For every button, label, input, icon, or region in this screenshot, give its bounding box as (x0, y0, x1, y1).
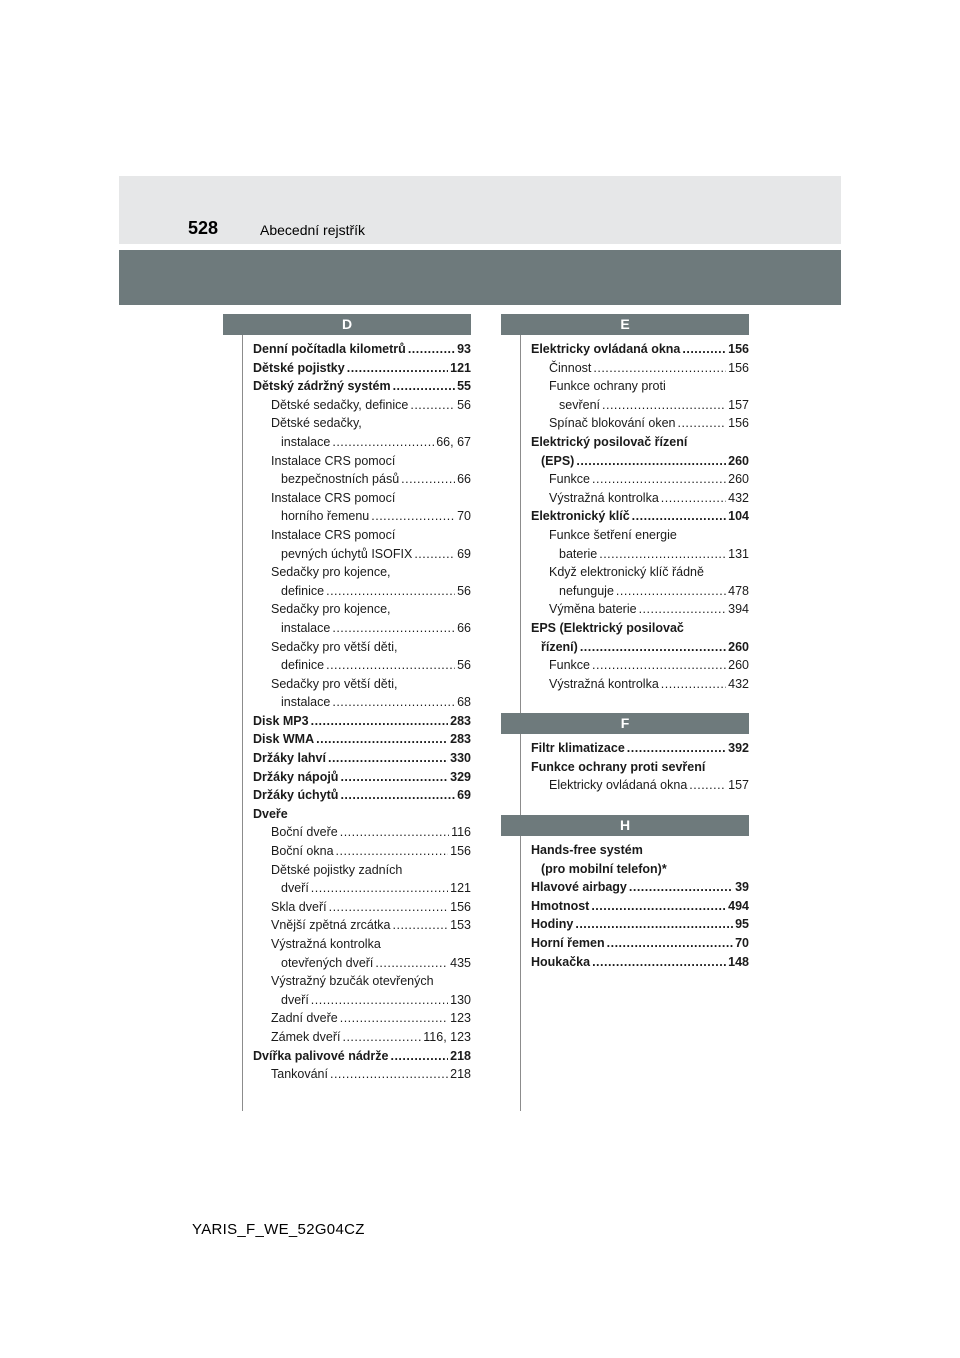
index-entry (531, 638, 749, 657)
leader-dots (329, 898, 449, 917)
leader-dots (311, 712, 449, 731)
index-entry (253, 786, 471, 805)
entry-term: Funkce ochrany proti (549, 379, 666, 394)
leader-dots (342, 1028, 421, 1047)
entry-page: 283 (450, 713, 471, 728)
index-entry (531, 739, 749, 758)
leader-dots (371, 507, 455, 526)
index-entry (531, 489, 749, 508)
entry-term: definice (281, 658, 325, 673)
index-letter-heading: D (223, 314, 471, 335)
entry-page: 68 (457, 695, 471, 710)
index-entry (253, 693, 471, 712)
entry-term: Elektronický klíč (531, 509, 630, 524)
leader-dots (576, 452, 726, 471)
entry-page: 260 (728, 639, 749, 654)
entry-term: (pro mobilní telefon)* (541, 861, 667, 876)
left-column-rule (242, 335, 243, 1111)
index-entry (531, 433, 749, 452)
leader-dots (602, 396, 726, 415)
leader-dots (393, 916, 449, 935)
entry-term: Když elektronický klíč řádně (549, 565, 704, 580)
index-entry (531, 340, 749, 359)
entry-page: 56 (457, 658, 471, 673)
entry-term: Sedačky pro větší děti, (271, 639, 398, 654)
entry-term: Elektricky ovládaná okna (549, 778, 688, 793)
entry-page: 156 (728, 342, 749, 356)
entry-page: 260 (728, 472, 749, 487)
entry-term: Funkce (549, 472, 590, 487)
entry-term: Dveře (253, 806, 288, 821)
index-entry (531, 452, 749, 471)
entry-page: 69 (457, 546, 471, 561)
index-entry (253, 972, 471, 991)
entry-term: Zámek dveří (271, 1029, 341, 1044)
index-entry (531, 953, 749, 972)
index-entry (253, 600, 471, 619)
leader-dots (340, 768, 448, 787)
entry-page: 432 (728, 490, 749, 505)
entry-term: Dětský zádržný systém (253, 379, 391, 394)
entry-term: Výměna baterie (549, 602, 637, 617)
index-entry (531, 619, 749, 638)
entry-term: Držáky úchytů (253, 788, 339, 803)
leader-dots (607, 934, 733, 953)
entry-term: Výstražná kontrolka (271, 937, 381, 951)
entry-page: 104 (728, 509, 749, 524)
entry-page: 130 (450, 992, 471, 1007)
entry-page: 153 (450, 918, 471, 933)
entry-term: Disk MP3 (253, 713, 309, 728)
entry-page: 66, 67 (436, 434, 471, 449)
index-entry (531, 656, 749, 675)
entry-term: Boční okna (271, 844, 334, 859)
leader-dots (390, 1047, 448, 1066)
index-column-left (253, 314, 471, 1084)
index-entry (531, 507, 749, 526)
entry-term: Hodiny (531, 917, 574, 932)
leader-dots (401, 470, 455, 489)
entry-term: Výstražná kontrolka (549, 490, 659, 505)
index-entry (253, 1009, 471, 1028)
leader-dots (627, 739, 726, 758)
leader-dots (316, 730, 448, 749)
entry-page: 435 (450, 955, 471, 970)
index-entry (253, 805, 471, 824)
leader-dots (332, 693, 455, 712)
entry-term: instalace (281, 434, 331, 449)
entry-page: 260 (728, 453, 749, 468)
index-entry (253, 1028, 471, 1047)
entry-page: 148 (728, 954, 749, 969)
leader-dots (326, 656, 455, 675)
leader-dots (629, 878, 733, 897)
index-entry (531, 897, 749, 916)
entry-term: Dětské pojistky (253, 360, 345, 375)
entry-term: Elektricky ovládaná okna (531, 342, 681, 356)
entry-page: 218 (450, 1067, 471, 1082)
header-bar (119, 176, 841, 244)
index-entry (253, 898, 471, 917)
entry-page: 478 (728, 583, 749, 598)
entry-term: Funkce (549, 658, 590, 673)
entry-term: Zadní dveře (271, 1011, 338, 1026)
index-entry (531, 841, 749, 860)
entry-term: definice (281, 583, 325, 598)
entry-term: Hmotnost (531, 898, 590, 913)
entry-term: Denní počítadla kilometrů (253, 342, 406, 356)
entry-page: 116 (451, 825, 471, 840)
entry-page: 56 (457, 583, 471, 598)
leader-dots (330, 1065, 448, 1084)
entry-page: 156 (450, 844, 471, 859)
entry-term: Sedačky pro kojence, (271, 565, 391, 580)
index-entry (531, 396, 749, 415)
entry-page: 66 (457, 472, 471, 487)
entry-term: pevných úchytů ISOFIX (281, 546, 413, 561)
entry-term: sevření (559, 397, 600, 412)
entry-page: 156 (728, 360, 749, 375)
index-entry (253, 359, 471, 378)
leader-dots (393, 377, 456, 396)
index-entry (531, 915, 749, 934)
entry-term: Elektrický posilovač řízení (531, 434, 688, 449)
leader-dots (580, 638, 726, 657)
entry-term: instalace (281, 695, 331, 710)
index-entry (253, 656, 471, 675)
entry-term: Spínač blokování oken (549, 416, 676, 431)
entry-page: 330 (450, 751, 471, 766)
entry-page: 260 (728, 658, 749, 673)
entry-term: Dětské sedačky, definice (271, 397, 409, 412)
index-entry (253, 879, 471, 898)
leader-dots (340, 1009, 448, 1028)
leader-dots (689, 776, 726, 795)
leader-dots (682, 340, 726, 359)
section-title: Abecední rejstřík (260, 222, 366, 238)
index-entry (253, 452, 471, 471)
entry-term: Dvířka palivové nádrže (253, 1048, 389, 1063)
entry-term: instalace (281, 620, 331, 635)
index-entry (253, 935, 471, 954)
entry-term: Sedačky pro větší děti, (271, 676, 398, 691)
index-letter-heading: E (501, 314, 749, 335)
entry-term: Skla dveří (271, 899, 327, 914)
entry-page: 156 (450, 899, 471, 914)
index-entry (531, 860, 749, 879)
index-entry (253, 545, 471, 564)
entry-page: 157 (728, 397, 749, 412)
index-entry (253, 1047, 471, 1066)
entry-page: 218 (450, 1048, 471, 1063)
entry-page: 116, 123 (423, 1029, 471, 1044)
leader-dots (599, 545, 726, 564)
entry-page: 121 (450, 881, 471, 896)
entry-term: Instalace CRS pomocí (271, 490, 396, 505)
entry-term: Dětské pojistky zadních (271, 862, 403, 877)
leader-dots (326, 582, 455, 601)
index-entry (253, 675, 471, 694)
entry-term: horního řemenu (281, 509, 370, 524)
index-entry (253, 823, 471, 842)
entry-term: řízení) (541, 639, 578, 654)
index-entry (531, 470, 749, 489)
index-entry (253, 433, 471, 452)
entry-term: Instalace CRS pomocí (271, 527, 396, 542)
entry-page: 329 (450, 769, 471, 784)
entry-page: 121 (450, 360, 471, 375)
index-entry (531, 359, 749, 378)
index-entry (531, 377, 749, 396)
entry-term: Funkce šetření energie (549, 527, 677, 542)
entry-term: Tankování (271, 1067, 328, 1082)
index-column-right (531, 314, 749, 971)
index-entry (253, 749, 471, 768)
entry-page: 283 (450, 732, 471, 747)
entry-term: Držáky lahví (253, 751, 326, 766)
index-entry (253, 619, 471, 638)
entry-term: bezpečnostních pásů (281, 472, 400, 487)
leader-dots (575, 915, 733, 934)
entry-term: Houkačka (531, 954, 591, 969)
entry-page: 55 (457, 379, 471, 394)
index-entry (253, 507, 471, 526)
entry-term: (EPS) (541, 453, 575, 468)
entry-page: 432 (728, 676, 749, 691)
entry-page: 70 (735, 936, 749, 951)
leader-dots (336, 842, 449, 861)
index-entry (253, 340, 471, 359)
leader-dots (408, 340, 455, 359)
index-entry (253, 489, 471, 508)
entry-term: Činnost (549, 360, 592, 375)
index-entry (253, 1065, 471, 1084)
index-entry (531, 934, 749, 953)
leader-dots (328, 749, 448, 768)
entry-page: 394 (728, 602, 749, 617)
leader-dots (593, 359, 726, 378)
leader-dots (340, 823, 449, 842)
leader-dots (332, 619, 455, 638)
index-entry (531, 414, 749, 433)
leader-dots (639, 600, 727, 619)
entry-page: 156 (728, 416, 749, 431)
entry-term: Funkce ochrany proti sevření (531, 759, 706, 774)
entry-term: Horní řemen (531, 936, 605, 951)
index-entry (253, 768, 471, 787)
entry-term: nefunguje (559, 583, 614, 598)
entry-term: Vnější zpětná zrcátka (271, 918, 391, 933)
entry-term: Dětské sedačky, (271, 416, 362, 431)
header-band (119, 250, 841, 305)
index-entry (253, 396, 471, 415)
index-entry (253, 954, 471, 973)
entry-term: Hands-free systém (531, 843, 643, 858)
entry-page: 39 (735, 880, 749, 895)
index-entry (253, 582, 471, 601)
entry-term: Boční dveře (271, 825, 338, 840)
index-entry (531, 563, 749, 582)
index-entry (253, 916, 471, 935)
index-entry (531, 600, 749, 619)
leader-dots (311, 991, 448, 1010)
index-entry (253, 842, 471, 861)
leader-dots (661, 489, 726, 508)
entry-term: Výstražný bzučák otevřených (271, 974, 434, 989)
entry-term: dveří (281, 881, 309, 896)
leader-dots (677, 414, 726, 433)
entry-page: 69 (457, 788, 471, 803)
entry-term: Držáky nápojů (253, 769, 339, 784)
entry-page: 70 (457, 509, 471, 524)
entry-term: Disk WMA (253, 732, 315, 747)
entry-page: 93 (457, 342, 471, 356)
entry-page: 95 (735, 917, 749, 932)
index-entry (253, 377, 471, 396)
index-entry (253, 526, 471, 545)
index-entry (253, 638, 471, 657)
entry-page: 392 (728, 741, 749, 756)
entry-page: 494 (728, 898, 749, 913)
leader-dots (332, 433, 434, 452)
index-entry (253, 861, 471, 880)
index-entry (531, 758, 749, 777)
entry-page: 157 (728, 778, 749, 793)
entry-term: otevřených dveří (281, 955, 374, 970)
index-entry (253, 414, 471, 433)
document-code: YARIS_F_WE_52G04CZ (192, 1221, 365, 1238)
index-entry (253, 991, 471, 1010)
entry-term: Instalace CRS pomocí (271, 453, 396, 468)
entry-term: Výstražná kontrolka (549, 676, 659, 691)
leader-dots (592, 470, 726, 489)
entry-page: 123 (450, 1011, 471, 1026)
index-letter-heading: H (501, 815, 749, 836)
entry-term: dveří (281, 992, 309, 1007)
index-entry (531, 582, 749, 601)
leader-dots (311, 879, 448, 898)
leader-dots (340, 786, 455, 805)
leader-dots (592, 656, 726, 675)
leader-dots (632, 507, 726, 526)
leader-dots (591, 897, 726, 916)
leader-dots (592, 953, 726, 972)
leader-dots (375, 954, 448, 973)
index-entry (531, 776, 749, 795)
leader-dots (347, 359, 448, 378)
entry-term: Sedačky pro kojence, (271, 602, 391, 617)
index-entry (531, 675, 749, 694)
index-entry (531, 878, 749, 897)
entry-term: EPS (Elektrický posilovač (531, 620, 684, 635)
index-entry (253, 730, 471, 749)
entry-page: 131 (728, 546, 749, 561)
page-number: 528 (188, 218, 219, 238)
entry-page: 66 (457, 620, 471, 635)
leader-dots (616, 582, 726, 601)
index-entry (253, 470, 471, 489)
leader-dots (410, 396, 455, 415)
leader-dots (414, 545, 455, 564)
entry-page: 56 (457, 397, 471, 412)
entry-term: baterie (559, 546, 598, 561)
entry-term: Filtr klimatizace (531, 741, 625, 756)
index-entry (253, 563, 471, 582)
index-entry (531, 545, 749, 564)
index-entry (531, 526, 749, 545)
entry-term: Hlavové airbagy (531, 880, 627, 895)
index-entry (253, 712, 471, 731)
index-letter-heading: F (501, 713, 749, 734)
leader-dots (661, 675, 726, 694)
